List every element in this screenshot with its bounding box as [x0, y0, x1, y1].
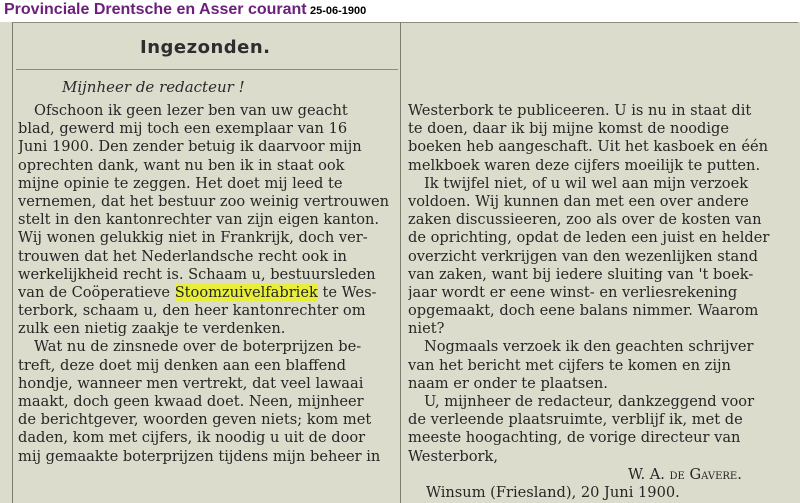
text-line-with-highlight [18, 284, 396, 302]
section-heading: Ingezonden. [140, 37, 271, 58]
text-line: Wij wonen gelukkig niet in Frankrijk, doch ver- [18, 229, 368, 247]
top-rule [12, 22, 798, 23]
text-line: oprechten dank, want nu ben ik in staat ook [18, 156, 345, 174]
text-line: van het bericht met cijfers te komen en zijn [408, 356, 731, 374]
salutation: Mijnheer de redacteur ! [62, 78, 245, 96]
text-line: Juni 1900. Den zender betuig ik daarvoor mijn [18, 138, 362, 156]
text-line: te doen, daar ik bij mijne komst de noodige [408, 120, 730, 138]
text-line: hondje, wanneer men vertrekt, dat veel lawaai [18, 374, 364, 392]
text-line: de verleende plaatsruimte, verblijf ik, met de [408, 411, 743, 429]
text-line: maakt, doch geen kwaad doet. Neen, mijnheer [18, 393, 364, 410]
text-line: U, mijnheer de redacteur, dankzeggend voor [424, 393, 755, 410]
text-line: de oprichting, opdat de leden een juist en helder [408, 229, 770, 247]
left-column [18, 102, 396, 466]
text-line: Westerbork te publiceeren. U is nu in staat dit [408, 102, 752, 119]
text-line: voldoen. Wij kunnen dan met een over andere [408, 192, 749, 210]
text-line: treft, deze doet mij denken aan een blaffend [18, 356, 347, 374]
middle-column-rule [400, 22, 401, 503]
newspaper-title: Provinciale Drentsche en Asser courant [4, 1, 307, 18]
text-line: Westerbork, [408, 447, 498, 465]
text-line: mijne opinie te zeggen. Het doet mij leed te [18, 174, 343, 192]
text-line: Nogmaals verzoek ik den geachten schrijver [424, 338, 754, 356]
left-column-rule [12, 22, 13, 503]
text-line: mij gemaakte boterprijzen tijdens mijn beheer in [18, 447, 381, 465]
text-line: Ik twijfel niet, of u wil wel aan mijn verzoek [424, 174, 749, 192]
text-line: meeste hoogachting, de vorige directeur van [408, 429, 741, 447]
text-line: niet? [408, 320, 445, 338]
text-line: jaar wordt er eene winst- en verliesrekening [408, 283, 738, 301]
header-bar [0, 0, 800, 22]
text-line: blad, gewerd mij toch een exemplaar van 16 [18, 120, 348, 138]
publication-date: 25-06-1900 [310, 5, 367, 17]
text-line: zaken discussieeren, zoo als over de kosten van [408, 211, 762, 229]
text-line: vernemen, dat het bestuur zoo weinig vertrouwen [18, 192, 390, 210]
text-fragment: te Wes- [317, 283, 377, 301]
text-line: van zaken, want bij iedere sluiting van 't boek- [408, 265, 754, 283]
text-line: stelt in den kantonrechter van zijn eigen kanton. [18, 211, 380, 229]
text-line: naam er onder te plaatsen. [408, 374, 608, 392]
text-line: trouwen dat het Nederlandsche recht ook in [18, 247, 347, 265]
text-line: melkboek waren deze cijfers moeilijk te putten. [408, 156, 761, 174]
text-line: werkelijkheid recht is. Schaam u, bestuursleden [18, 265, 376, 283]
highlighted-search-term: Stoomzuivelfabriek [174, 283, 318, 301]
text-line: de berichtgever, woorden geven niets; kom met [18, 411, 372, 429]
text-line: boeken heb aangeschaft. Uit het kasboek en één [408, 138, 769, 156]
newspaper-clipping [0, 22, 800, 503]
text-fragment: van de Coöperatieve [18, 283, 175, 301]
text-line: Ofschoon ik geen lezer ben van uw geacht [34, 102, 348, 119]
text-line: terbork, schaam u, den heer kantonrechter om [18, 302, 366, 320]
text-line: daden, kom met cijfers, ik noodig u uit de door [18, 429, 366, 447]
place-and-date: Winsum (Friesland), 20 Juni 1900. [426, 483, 680, 501]
signature: W. A. de Gavere. [628, 465, 742, 483]
right-column [408, 102, 788, 502]
text-line: opgemaakt, doch eene balans nimmer. Waarom [408, 302, 759, 320]
text-line: overzicht verkrijgen van den wezenlijken stand [408, 247, 758, 265]
text-line: Wat nu de zinsnede over de boterprijzen be- [34, 338, 362, 356]
text-line: zulk een nietig zaakje te verdenken. [18, 320, 286, 338]
heading-separator [16, 69, 398, 70]
